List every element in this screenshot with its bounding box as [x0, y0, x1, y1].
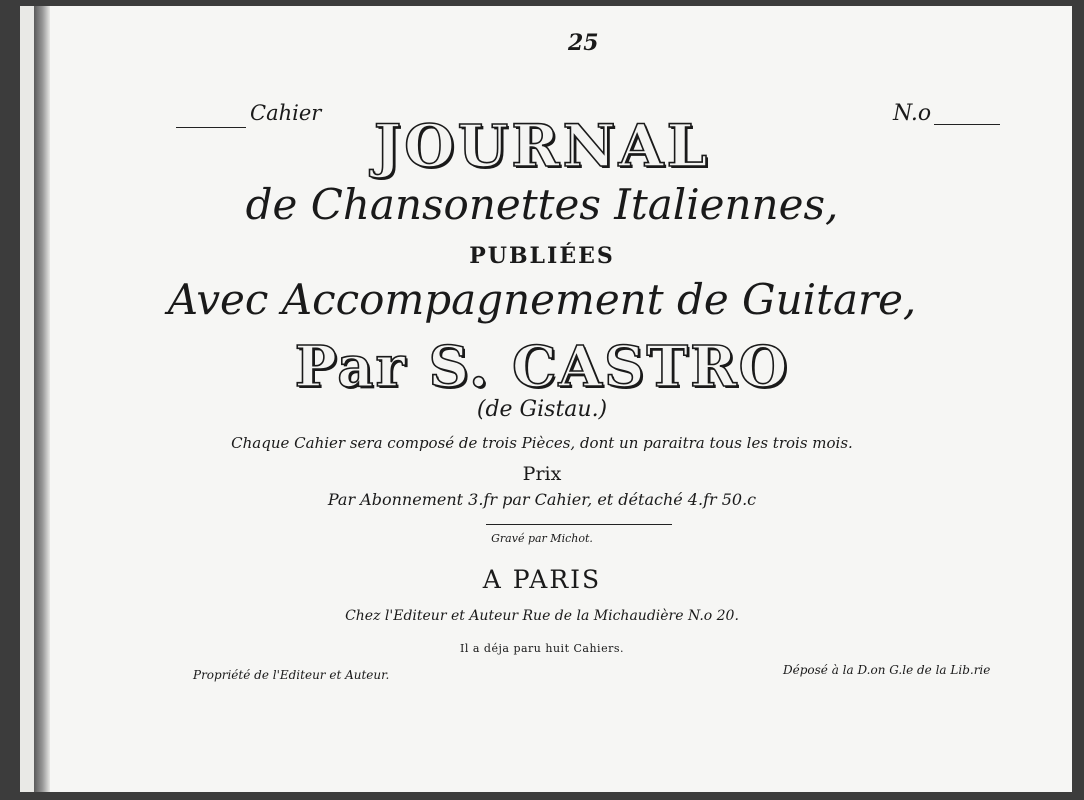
- accompaniment-line: Avec Accompagnement de Guitare,: [167, 275, 917, 324]
- author-origin: (de Gistau.): [476, 397, 608, 422]
- published-note: Il a déja paru huit Cahiers.: [460, 642, 624, 655]
- numero-label: N.o: [893, 101, 932, 126]
- publiees-line: PUBLIÉES: [469, 243, 615, 269]
- subtitle: de Chansonettes Italiennes,: [245, 180, 839, 229]
- journal-title: JOURNAL: [373, 112, 711, 180]
- city-heading: A PARIS: [482, 565, 602, 594]
- cahier-label: Cahier: [250, 101, 322, 125]
- publisher-address: Chez l'Editeur et Auteur Rue de la Michaudière N.o 20.: [345, 608, 739, 624]
- engraver-credit: Gravé par Michot.: [491, 532, 593, 545]
- divider-rule: [486, 524, 672, 525]
- publication-note: Chaque Cahier sera composé de trois Pièces, dont un paraitra tous les trois mois.: [231, 434, 853, 452]
- footer-deposit: Déposé à la D.on G.le de la Lib.rie: [783, 663, 991, 677]
- shelfmark-number: 25: [568, 30, 599, 56]
- footer-property: Propriété de l'Editeur et Auteur.: [193, 668, 390, 682]
- author-name: Par S. CASTRO: [294, 334, 790, 400]
- price-detail: Par Abonnement 3.fr par Cahier, et détaché 4.fr 50.c: [327, 490, 757, 509]
- price-heading: Prix: [522, 463, 562, 485]
